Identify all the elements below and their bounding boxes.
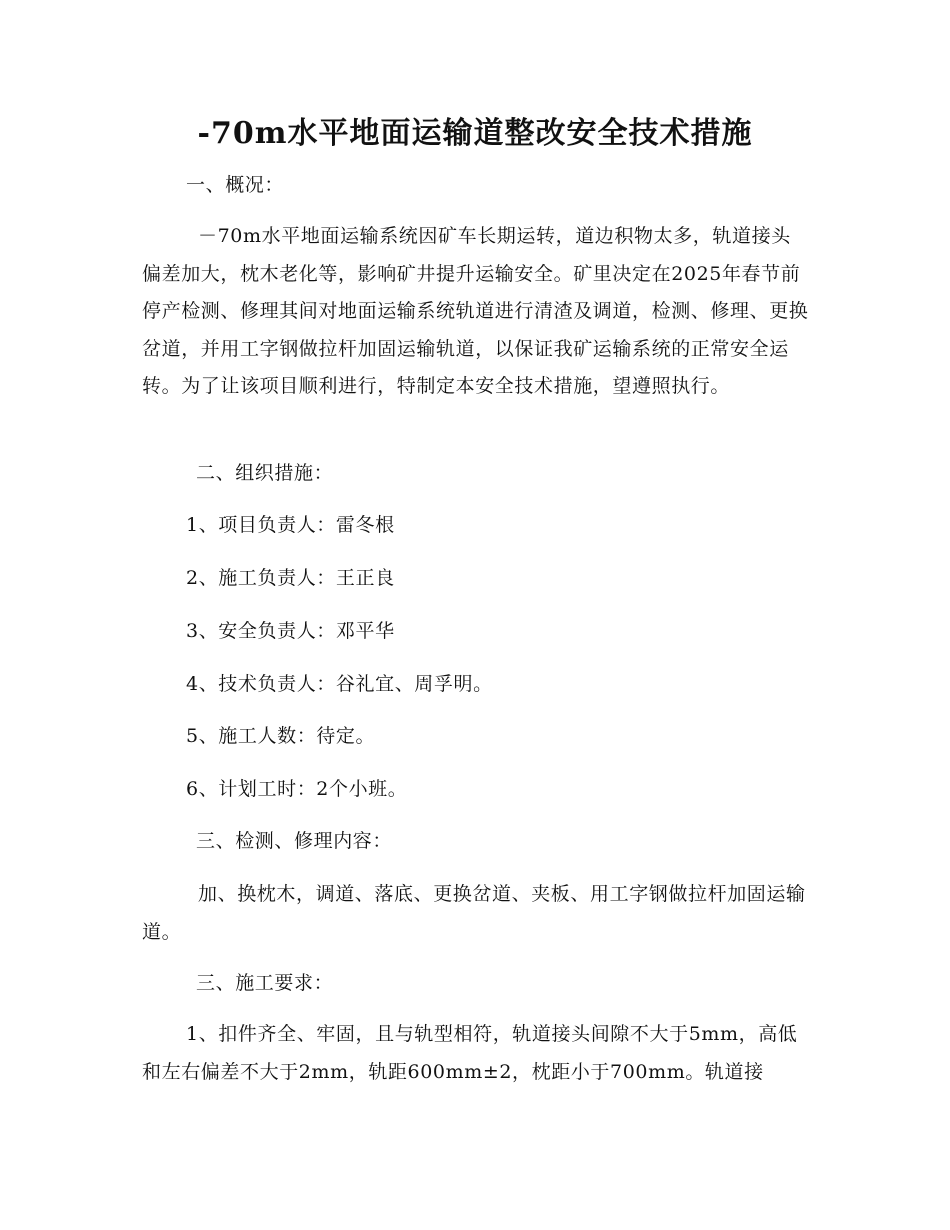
inspect-paragraph: 加、换枕木，调道、落底、更换岔道、夹板、用工字钢做拉杆加固运输道。 <box>142 883 806 943</box>
org-heading: 二、组织措施： <box>196 462 334 484</box>
org-item-construction-lead: 2、施工负责人：王正良 <box>186 567 395 589</box>
inspect-heading: 三、检测、修理内容： <box>196 830 393 852</box>
org-item-worker-count: 5、施工人数：待定。 <box>186 725 376 747</box>
org-item-project-lead: 1、项目负责人：雷冬根 <box>186 514 395 536</box>
org-item-technical-lead: 4、技术负责人：谷礼宜、周孚明。 <box>186 673 493 695</box>
requirements-heading: 三、施工要求： <box>196 972 334 994</box>
org-item-safety-lead: 3、安全负责人：邓平华 <box>186 620 395 642</box>
org-item-planned-hours: 6、计划工时：2个小班。 <box>186 778 408 800</box>
requirements-paragraph: 1、扣件齐全、牢固，且与轨型相符，轨道接头间隙不大于5mm，高低和左右偏差不大于2mm，轨距600mm±2，枕距小于700mm。轨道接 <box>142 1023 798 1083</box>
overview-heading: 一、概况： <box>186 174 285 196</box>
document-title: -70m水平地面运输道整改安全技术措施 <box>197 116 753 151</box>
overview-paragraph: －70m水平地面运输系统因矿车长期运转，道边积物太多，轨道接头偏差加大，枕木老化等，影响矿井提升运输安全。矿里决定在2025年春节前停产检测、修理其间对地面运输系统轨道进行清渣及调道，检测、修理、更换岔道，并用工字钢做拉杆加固运输轨道，以保证我矿运输系统的正常安全运转。为了让该项目顺利进行，特制定本安全技术措施，望遵照执行。 <box>142 225 809 397</box>
